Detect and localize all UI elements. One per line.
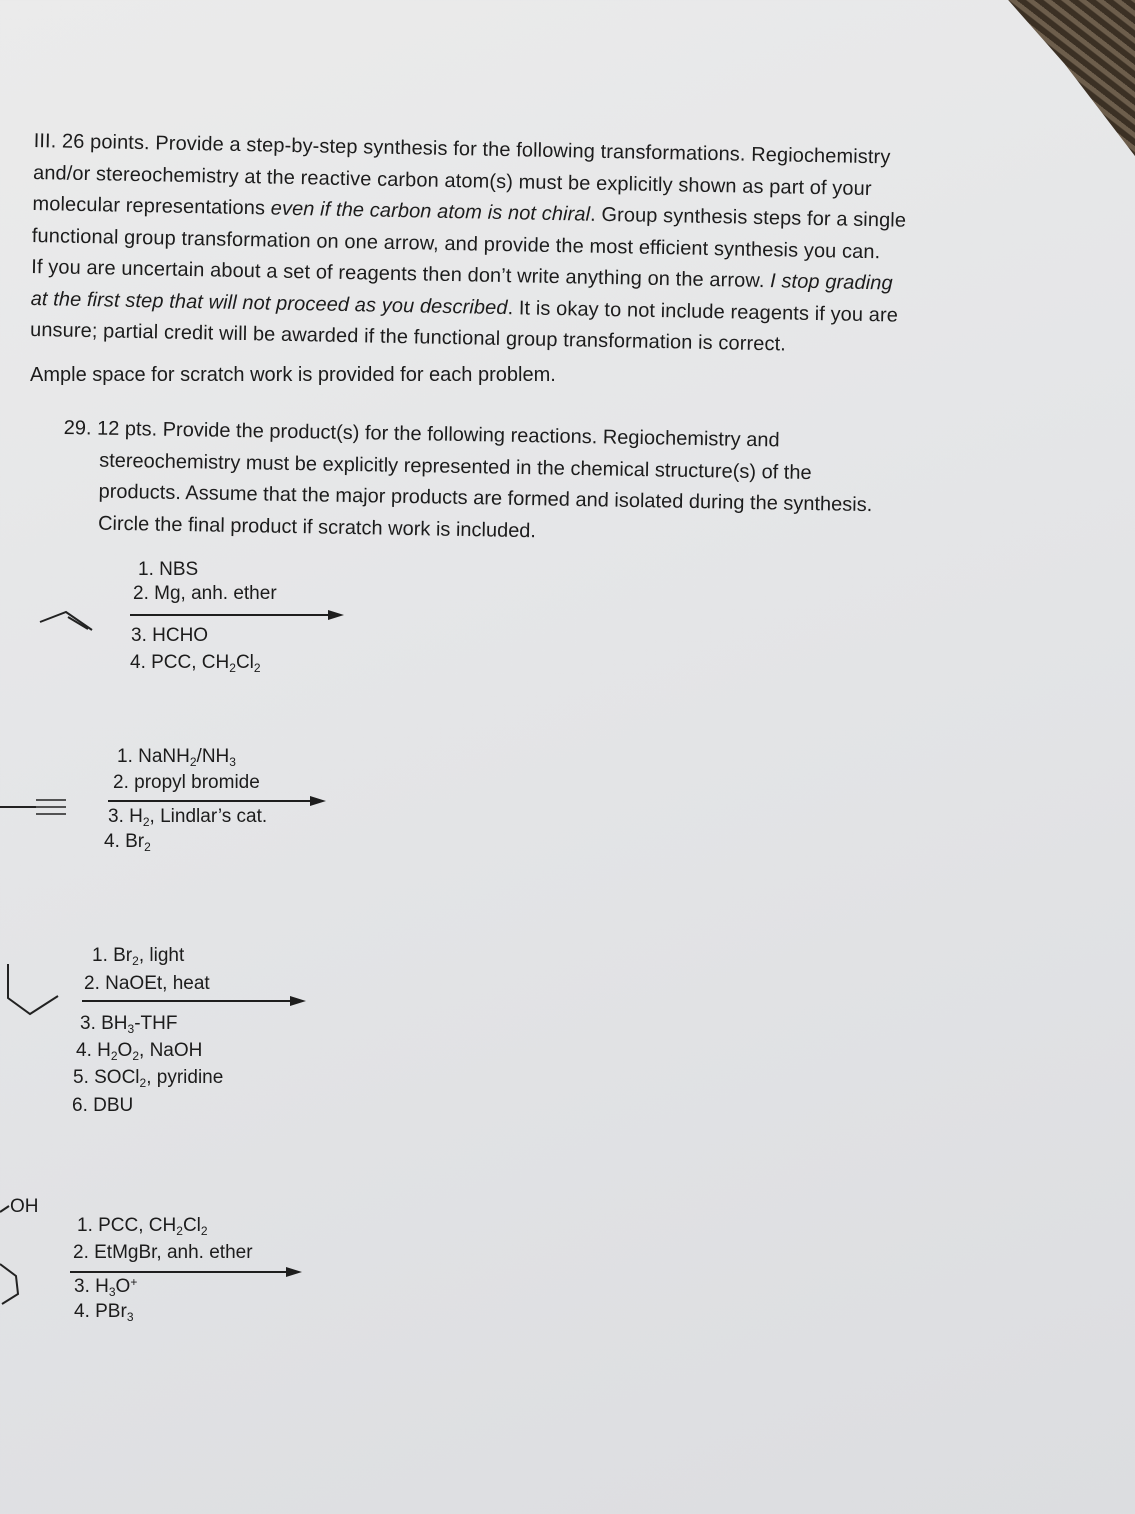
question-line: products. Assume that the major products are formed and isolated during the synthesis. bbox=[98, 480, 873, 517]
intro-line: at the first step that will not proceed as you described. It is okay to not include reagents if you are bbox=[30, 287, 899, 327]
intro-line: If you are uncertain about a set of reagents then don’t write anything on the arrow. I stop grading bbox=[31, 255, 893, 295]
intro-line: III. 26 points. Provide a step-by-step synthesis for the following transformations. Regiochemistry bbox=[33, 129, 891, 169]
reaction-arrow bbox=[130, 614, 330, 616]
question-line: Circle the final product if scratch work is included. bbox=[97, 512, 537, 542]
reagent-step: 5. SOCl$_2$, pyridine bbox=[73, 1067, 224, 1090]
reaction-arrow bbox=[108, 800, 312, 802]
question-29 bbox=[62, 413, 1019, 556]
reagent-step: 2. propyl bromide bbox=[113, 772, 260, 793]
reagent-step: 2. EtMgBr, anh. ether bbox=[73, 1242, 253, 1263]
reagent-step: 3. $H_3O^+$ bbox=[74, 1275, 138, 1299]
reagent-step: 4. PCC, $CH_2Cl_2$ bbox=[130, 652, 261, 675]
alkyne-structure bbox=[0, 795, 70, 819]
question-line: stereochemistry must be explicitly represented in the chemical structure(s) of the bbox=[98, 449, 812, 484]
intro-line: molecular representations even if the carbon atom is not chiral. Group synthesis steps for a single bbox=[32, 192, 907, 232]
reagent-step: 4. PBr$_3$ bbox=[74, 1301, 134, 1324]
intro-line: functional group transformation on one arrow, and provide the most efficient synthesis you can. bbox=[31, 224, 881, 263]
alkene-structure bbox=[36, 608, 106, 638]
reagent-step: 2. NaOEt, heat bbox=[84, 973, 210, 994]
reagent-step: 1. $NaNH_2/NH_3$ bbox=[117, 746, 236, 769]
hydroxyl-label: OH bbox=[10, 1196, 39, 1217]
reagent-step: 1. NBS bbox=[138, 559, 199, 580]
reagent-step: 6. DBU bbox=[72, 1095, 134, 1116]
cyclic-alcohol-structure bbox=[0, 1194, 26, 1312]
reagent-step: 3. $H_2$, Lindlar’s cat. bbox=[108, 806, 268, 829]
intro-line: and/or stereochemistry at the reactive carbon atom(s) must be explicitly shown as part of your bbox=[32, 161, 872, 200]
reagent-step: 1. $Br_2$, light bbox=[92, 945, 185, 968]
reagent-step: 4. $Br_2$ bbox=[104, 831, 151, 854]
reagent-step: 4. $H_2O_2$, NaOH bbox=[76, 1040, 203, 1063]
alkane-structure bbox=[0, 962, 70, 1024]
reagent-step: 3. $BH_3$-THF bbox=[80, 1013, 178, 1036]
reaction-arrow bbox=[82, 1000, 292, 1002]
reagent-step: 2. Mg, anh. ether bbox=[133, 583, 277, 604]
section-iii-instructions bbox=[30, 126, 1014, 365]
intro-line: unsure; partial credit will be awarded if the functional group transformation is correct. bbox=[29, 318, 787, 356]
question-line: 29. 12 pts. Provide the product(s) for the following reactions. Regiochemistry and bbox=[63, 416, 780, 452]
reagent-step: 1. PCC, $CH_2Cl_2$ bbox=[77, 1215, 208, 1238]
reagent-step: 3. HCHO bbox=[131, 625, 209, 646]
scratch-note: Ample space for scratch work is provided for each problem. bbox=[30, 364, 556, 386]
reaction-arrow bbox=[70, 1271, 288, 1273]
